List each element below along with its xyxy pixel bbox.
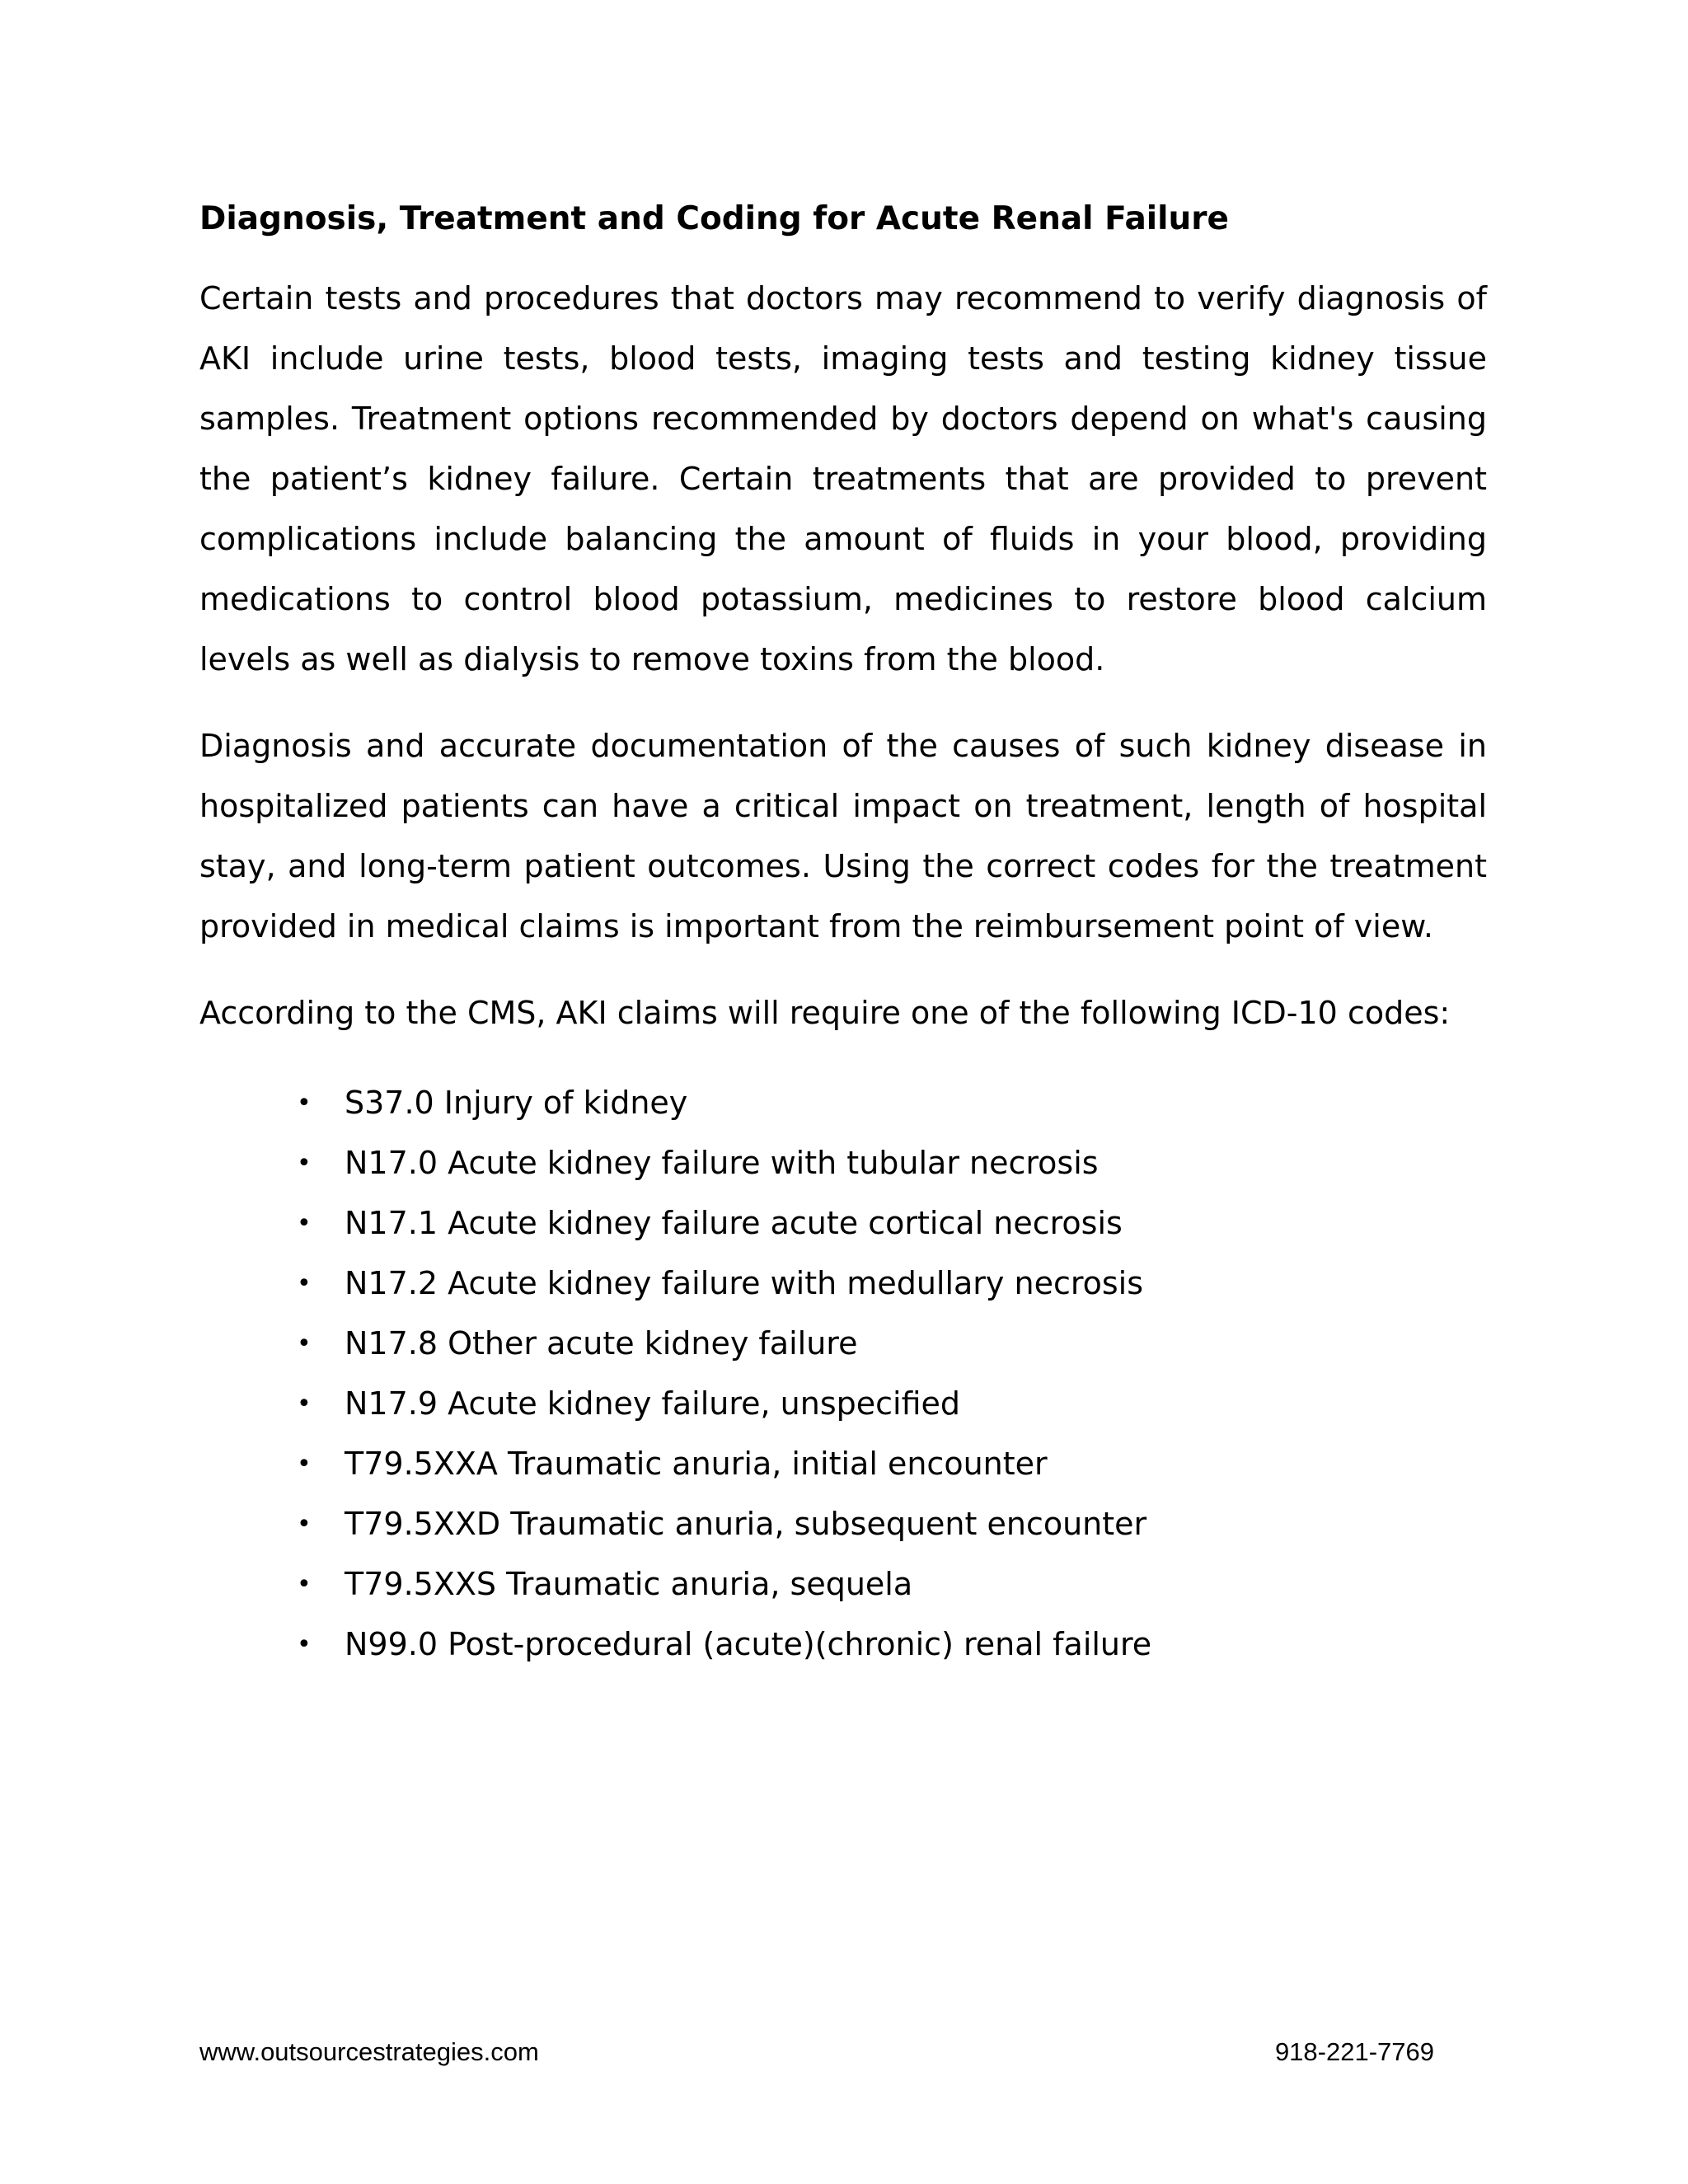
code-entry: N99.0 Post-procedural (acute)(chronic) renal failure: [345, 1626, 1152, 1662]
page-title: Diagnosis, Treatment and Coding for Acute Renal Failure: [199, 200, 1229, 237]
footer-phone: 918-221-7769: [1274, 2037, 1434, 2066]
bullet-icon: •: [297, 1209, 312, 1238]
footer-website: www.outsourcestrategies.com: [199, 2037, 539, 2066]
paragraph-tests-treatment: Certain tests and procedures that doctors may recommend to verify diagnosis of AKI include urine tests, blood tests, imaging tests and testing kidney tissue samples. Treatment options recommended by doctors depend on what's causing the patient’s kidney failure. Certain treatments that are provided to prevent complications include balancing the amount of fluids in your blood, providing medications to control blood potassium, medicines to restore blood calcium levels as well as dialysis to remove toxins from the blood.: [199, 280, 1487, 677]
list-item: [199, 1494, 1487, 1554]
list-item: [199, 1374, 1487, 1434]
code-entry: N17.2 Acute kidney failure with medullary necrosis: [345, 1265, 1144, 1301]
list-item: [199, 1554, 1487, 1615]
paragraph-cms-intro: According to the CMS, AKI claims will require one of the following ICD-10 codes:: [199, 995, 1451, 1031]
list-item: [199, 1314, 1487, 1374]
list-item: [199, 1434, 1487, 1494]
code-entry: S37.0 Injury of kidney: [345, 1085, 688, 1121]
code-entry: T79.5XXD Traumatic anuria, subsequent encounter: [345, 1506, 1147, 1542]
list-item: [199, 1254, 1487, 1314]
icd10-code-list: [199, 1073, 1487, 1675]
bullet-icon: •: [297, 1089, 312, 1118]
bullet-icon: •: [297, 1269, 312, 1298]
code-entry: N17.0 Acute kidney failure with tubular necrosis: [345, 1145, 1099, 1181]
code-entry: N17.9 Acute kidney failure, unspecified: [345, 1385, 961, 1422]
bullet-icon: •: [297, 1510, 312, 1539]
paragraph-documentation: Diagnosis and accurate documentation of the causes of such kidney disease in hospitalized patients can have a critical impact on treatment, length of hospital stay, and long-term patient outcomes. Using the correct codes for the treatment provided in medical claims is important from the reimbursement point of view.: [199, 728, 1487, 944]
list-item: [199, 1073, 1487, 1133]
bullet-icon: •: [297, 1630, 312, 1659]
list-item: [199, 1615, 1487, 1675]
bullet-icon: •: [297, 1390, 312, 1418]
bullet-icon: •: [297, 1450, 312, 1479]
bullet-icon: •: [297, 1149, 312, 1178]
code-entry: N17.8 Other acute kidney failure: [345, 1325, 858, 1361]
bullet-icon: •: [297, 1329, 312, 1358]
document-body: [199, 194, 1487, 1675]
list-item: [199, 1133, 1487, 1193]
bullet-icon: •: [297, 1570, 312, 1599]
list-item: [199, 1193, 1487, 1254]
code-entry: T79.5XXA Traumatic anuria, initial encounter: [345, 1446, 1048, 1482]
code-entry: N17.1 Acute kidney failure acute cortical necrosis: [345, 1205, 1123, 1241]
code-entry: T79.5XXS Traumatic anuria, sequela: [345, 1566, 913, 1602]
